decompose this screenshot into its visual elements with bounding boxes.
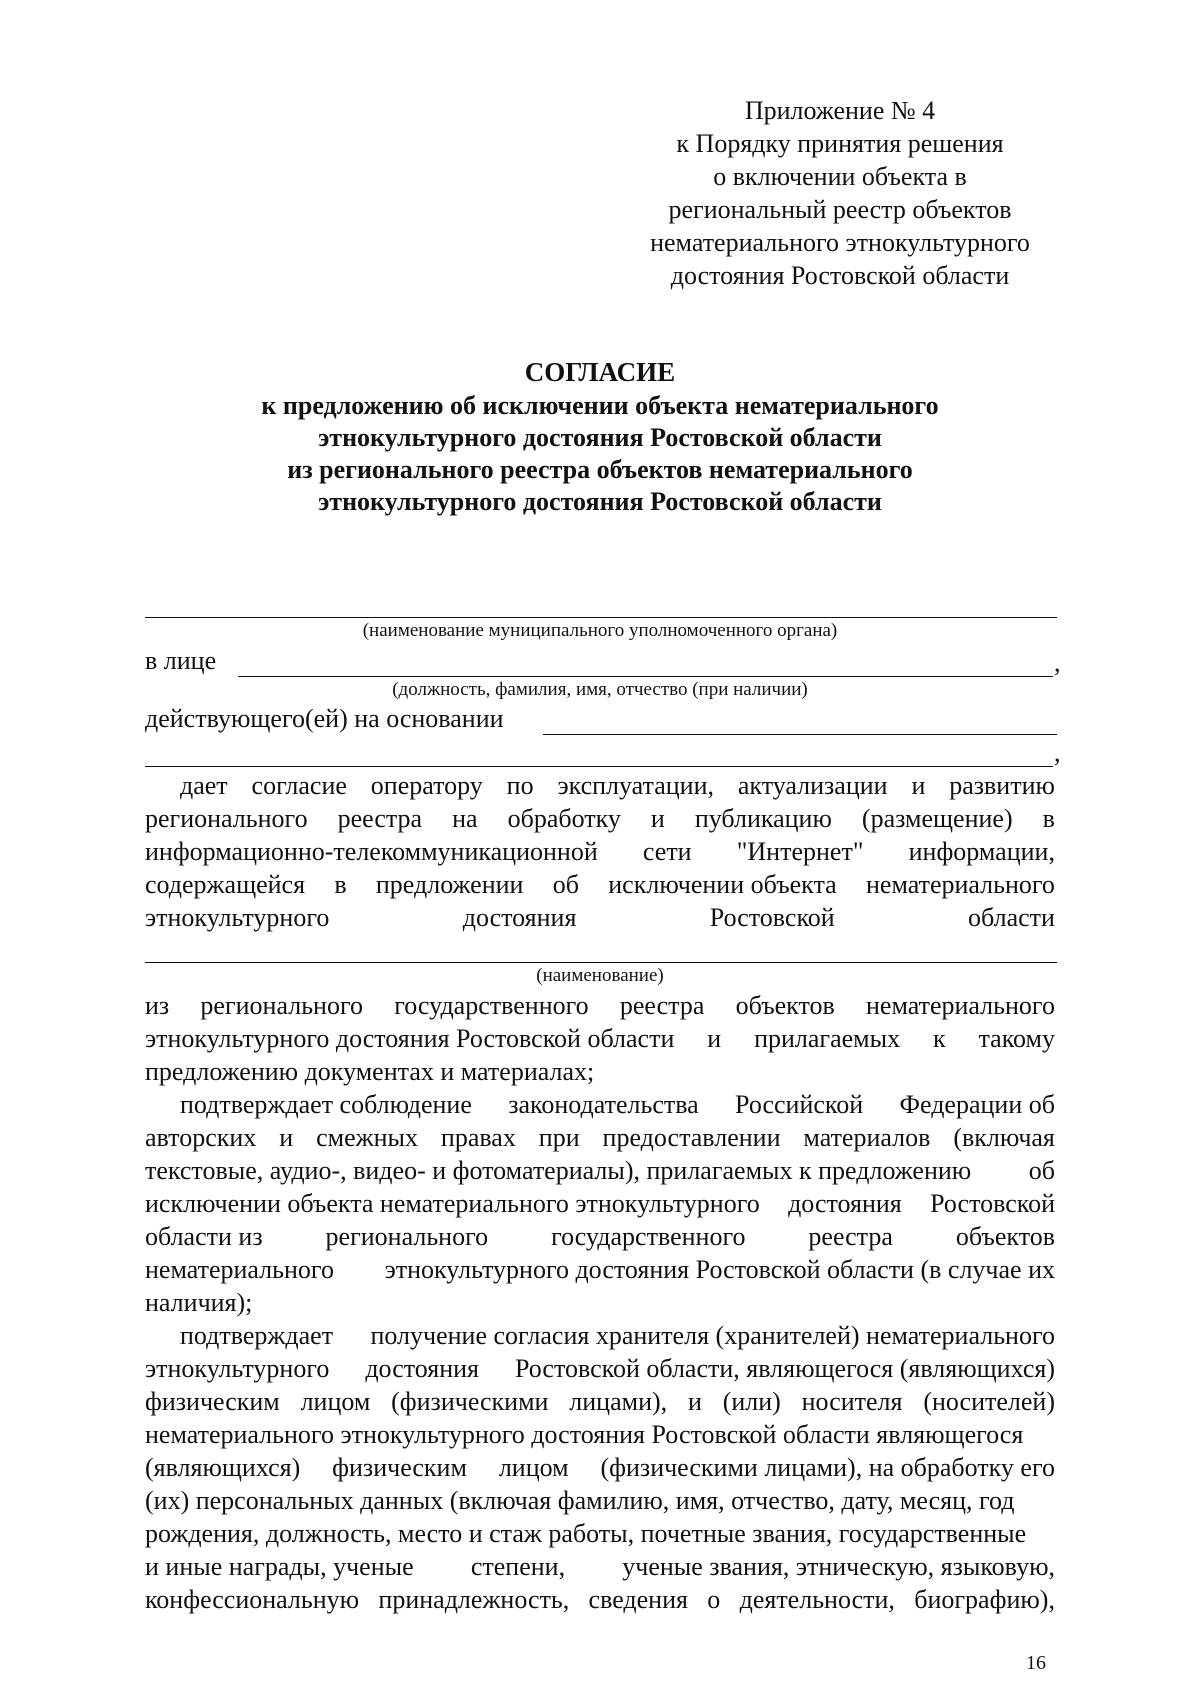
word: Федерации об <box>899 1090 1055 1119</box>
word: лицами), <box>569 1387 668 1416</box>
text-line <box>145 836 1055 868</box>
caption-org: (наименование муниципального уполномоченного органа) <box>362 620 838 641</box>
word: правах <box>440 1123 516 1152</box>
word: носителя <box>801 1387 903 1416</box>
word: авторских <box>145 1123 257 1152</box>
word: законодательства <box>508 1090 699 1119</box>
word: объектов <box>735 991 835 1020</box>
word: принадлежность, <box>378 1585 570 1614</box>
word: (включая <box>953 1123 1055 1152</box>
word: к <box>932 1024 946 1053</box>
word: и <box>687 1387 702 1416</box>
word: предложении <box>375 870 524 899</box>
word: и <box>279 1123 294 1152</box>
word: получение согласия хранителя (хранителей) нематериального <box>370 1321 1055 1350</box>
text-line <box>145 1122 1055 1154</box>
appendix-header <box>620 94 1060 292</box>
text-line <box>180 1089 1055 1121</box>
word: степени, <box>470 1552 566 1581</box>
word: по <box>506 771 534 800</box>
word: при <box>538 1123 580 1152</box>
word: исключении объекта <box>608 870 837 899</box>
text-line <box>145 1551 1055 1583</box>
word: деятельности, <box>739 1585 895 1614</box>
word: области из <box>145 1222 263 1251</box>
word: развитию <box>949 771 1055 800</box>
word: достояния <box>462 903 577 932</box>
word: и иные награды, ученые <box>145 1552 414 1581</box>
word: этнокультурного достояния Ростовской области (в случае их <box>384 1255 1055 1284</box>
caption-person: (должность, фамилия, имя, отчество (при наличии) <box>392 679 808 700</box>
text-line <box>145 1023 1055 1055</box>
word: объектов <box>955 1222 1055 1251</box>
word: смежных <box>316 1123 418 1152</box>
word: об <box>1028 1156 1055 1185</box>
word: о <box>707 1585 721 1614</box>
word: сведения <box>588 1585 688 1614</box>
word: этнокультурного <box>145 903 330 932</box>
text-line <box>145 1386 1055 1418</box>
appendix-line: Приложение № 4 <box>744 96 936 125</box>
word: (физическими <box>391 1387 549 1416</box>
text-line <box>145 803 1055 835</box>
basis-underline <box>543 734 1057 735</box>
word: обработку <box>507 804 621 833</box>
word: Российской <box>735 1090 864 1119</box>
word: достояния <box>365 1354 479 1383</box>
page-number: 16 <box>1026 1652 1046 1674</box>
word: (носителей) <box>923 1387 1055 1416</box>
word: подтверждает соблюдение <box>180 1090 472 1119</box>
word: материалов <box>803 1123 931 1152</box>
appendix-line: достояния Ростовской области <box>670 261 1010 290</box>
title-line: к предложению об исключении объекта нематериального <box>261 391 939 420</box>
word: государственного <box>394 991 589 1020</box>
word: прилагаемых <box>754 1024 901 1053</box>
word: конфессиональную <box>145 1585 360 1614</box>
object-name-underline <box>145 962 1057 963</box>
word: актуализации <box>737 771 888 800</box>
word: и <box>911 771 926 800</box>
person-underline <box>238 676 1053 677</box>
word: нематериального этнокультурного достояния Ростовской области являющегося <box>145 1420 1024 1449</box>
text-line <box>145 1221 1055 1253</box>
comma: , <box>1054 738 1061 767</box>
label-basis: действующего(ей) на основании <box>145 704 504 733</box>
word: и <box>707 1024 722 1053</box>
word: (являющихся) <box>145 1453 301 1482</box>
word: и <box>650 804 665 833</box>
word: Ростовской области, являющегося (являющихся) <box>514 1354 1055 1383</box>
org-name-underline <box>145 617 1057 618</box>
word: лицом <box>300 1387 371 1416</box>
document-title <box>145 356 1055 518</box>
text-line <box>145 1188 1055 1220</box>
text-line <box>145 1485 1055 1517</box>
text-line <box>145 1155 1055 1187</box>
text-line <box>145 902 1055 934</box>
word: этнокультурного достояния Ростовской области <box>145 1024 675 1053</box>
text-line <box>145 1518 1055 1550</box>
word: исключении объекта нематериального этнокультурного <box>145 1189 760 1218</box>
word: текстовые, аудио-, видео- и фотоматериалы), прилагаемых к предложению <box>145 1156 972 1185</box>
word: публикацию <box>694 804 832 833</box>
caption-name: (наименование) <box>536 965 664 986</box>
word: нематериального <box>865 870 1055 899</box>
word: государственного <box>551 1222 746 1251</box>
label-person: в лице <box>145 646 217 675</box>
word: в <box>334 870 347 899</box>
word: эксплуатации, <box>557 771 714 800</box>
word: области <box>968 903 1055 932</box>
title-line: этнокультурного достояния Ростовской области <box>318 487 882 516</box>
word: регионального <box>200 991 363 1020</box>
word: реестра <box>808 1222 893 1251</box>
word: биографию), <box>914 1585 1055 1614</box>
word: реестра <box>337 804 423 833</box>
word: предоставлении <box>602 1123 781 1152</box>
word: "Интернет" <box>736 837 864 866</box>
text-line <box>145 1419 1055 1451</box>
word: нематериального <box>145 1255 334 1284</box>
basis-underline-2 <box>145 766 1053 767</box>
word: регионального <box>145 804 308 833</box>
word: физическим <box>145 1387 280 1416</box>
text-line <box>180 770 1055 802</box>
word: согласие <box>251 771 347 800</box>
word: этнокультурного <box>145 1354 330 1383</box>
word: лицом <box>498 1453 569 1482</box>
word: такому <box>978 1024 1055 1053</box>
text-line <box>145 990 1055 1022</box>
text-line <box>145 1353 1055 1385</box>
text-line <box>145 1452 1055 1484</box>
appendix-line: о включении объекта в <box>713 162 967 191</box>
word: Ростовской <box>709 903 835 932</box>
text-line: предложению документах и материалах; <box>145 1057 595 1086</box>
word: (или) <box>722 1387 781 1416</box>
word: сети <box>642 837 692 866</box>
text-line <box>145 1584 1055 1616</box>
word: рождения, должность, место и стаж работы, почетные звания, государственные <box>145 1519 1027 1548</box>
word: дает <box>180 771 228 800</box>
word: физическим <box>332 1453 467 1482</box>
text-line <box>180 1320 1055 1352</box>
word: информации, <box>908 837 1055 866</box>
text-line: наличия); <box>145 1288 253 1317</box>
word: (размещение) <box>861 804 1013 833</box>
word: информационно-телекоммуникационной <box>145 837 598 866</box>
word: регионального <box>325 1222 489 1251</box>
word: оператору <box>370 771 483 800</box>
text-line <box>145 1254 1055 1286</box>
word: нематериального <box>866 991 1055 1020</box>
word: об <box>552 870 579 899</box>
word: в <box>1042 804 1055 833</box>
text-line <box>145 869 1055 901</box>
word: на <box>452 804 478 833</box>
word: Ростовской <box>930 1189 1055 1218</box>
comma: , <box>1054 648 1061 677</box>
title-line: этнокультурного достояния Ростовской области <box>318 423 882 452</box>
word: (физическими лицами), на обработку его <box>600 1453 1055 1482</box>
title-line: из регионального реестра объектов нематериального <box>287 455 913 484</box>
word: из <box>145 991 170 1020</box>
word: подтверждает <box>180 1321 334 1350</box>
word: ученые звания, этническую, языковую, <box>622 1552 1055 1581</box>
word: реестра <box>619 991 705 1020</box>
appendix-line: нематериального этнокультурного <box>650 228 1030 257</box>
appendix-line: региональный реестр объектов <box>668 195 1012 224</box>
word: (их) персональных данных (включая фамилию, имя, отчество, дату, месяц, год <box>145 1486 1015 1515</box>
appendix-line: к Порядку принятия решения <box>676 129 1004 158</box>
word: содержащейся <box>145 870 306 899</box>
word: достояния <box>788 1189 902 1218</box>
title-main: СОГЛАСИЕ <box>524 357 676 387</box>
